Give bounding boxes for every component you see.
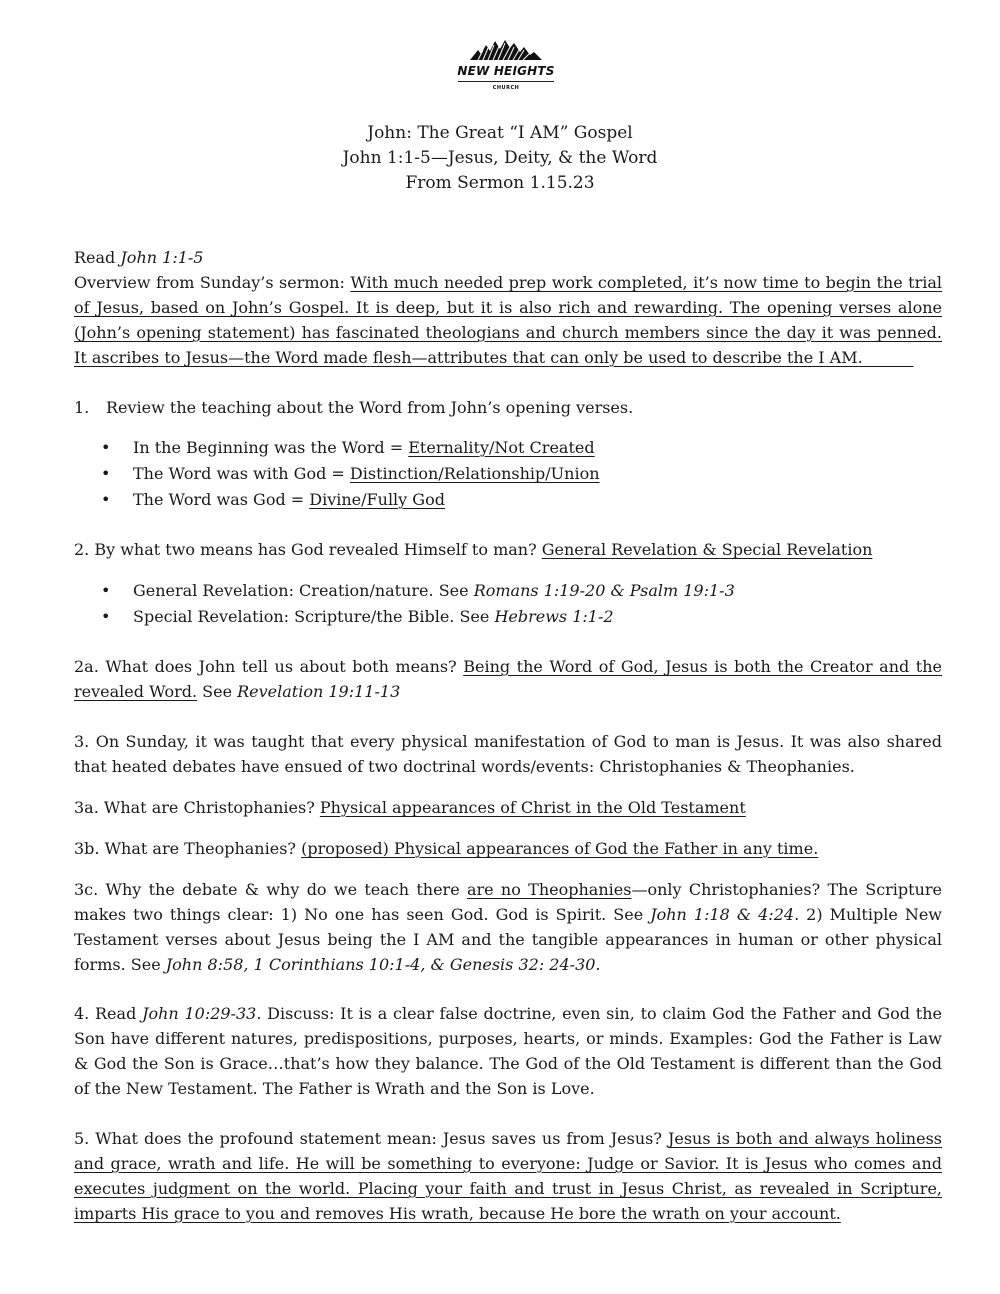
question-2-bullets bbox=[74, 578, 942, 630]
question-3b: 3b. What are Theophanies? (proposed) Physical appearances of God the Father in any time. bbox=[74, 839, 819, 858]
study-content bbox=[74, 245, 943, 1223]
question-4-reference: John 10:29-33 bbox=[142, 1004, 257, 1023]
question-5-answer: Jesus is both and always holiness and grace, wrath and life. He will be something to everyone: Judge or Savior. It is Jesus who comes and executes judgment on the world. Placing your faith and trust in Jesus Christ, as revealed in Scripture, imparts His grace to you and removes His wrath, because He bore the wrath on your account. bbox=[74, 1129, 943, 1223]
logo-name: NEW HEIGHTS bbox=[457, 64, 555, 78]
question-3a-answer: Physical appearances of Christ in the Old Testament bbox=[319, 798, 746, 817]
passage-title: John 1:1-5—Jesus, Deity, & the Word bbox=[342, 148, 658, 168]
list-item: • The Word was God = Divine/Fully God bbox=[101, 490, 445, 509]
overview-paragraph: Overview from Sunday’s sermon: With much needed prep work completed, it’s now time to begin the trial of Jesus, based on John’s Gospel. It is deep, but it is also rich and rewarding. The opening verses alone (John’s opening statement) has fascinated theologians and church members since the day it was penned. It ascribes to Jesus—the Word made flesh—attributes that can only be used to describe the I AM. bbox=[74, 273, 942, 367]
question-3a: 3a. What are Christophanies? Physical appearances of Christ in the Old Testament bbox=[74, 798, 746, 817]
question-1-text: Review the teaching about the Word from John’s opening verses. bbox=[106, 398, 634, 417]
question-1 bbox=[74, 395, 974, 420]
question-2: 2. By what two means has God revealed Himself to man? General Revelation & Special Revelation bbox=[74, 540, 873, 559]
question-2a: 2a. What does John tell us about both means? Being the Word of God, Jesus is both the Creator and the revealed Word. See Revelation 19:11-13 bbox=[74, 657, 943, 701]
logo-subtitle: CHURCH bbox=[492, 85, 520, 91]
question-1-bullets bbox=[74, 435, 942, 513]
mountain-logo-icon bbox=[450, 38, 562, 66]
question-2a-answer: Being the Word of God, Jesus is both the Creator and the revealed Word. bbox=[74, 657, 943, 701]
question-3c-answer: are no Theophanies bbox=[466, 880, 632, 899]
sermon-date: From Sermon 1.15.23 bbox=[405, 173, 595, 193]
overview-blank bbox=[863, 348, 914, 367]
list-item: • Special Revelation: Scripture/the Bible. See Hebrews 1:1-2 bbox=[101, 607, 614, 626]
question-3b-answer: (proposed) Physical appearances of God the Father in any time. bbox=[301, 839, 819, 858]
church-logo bbox=[450, 38, 562, 96]
list-item: • In the Beginning was the Word = Eternality/Not Created bbox=[101, 438, 595, 457]
logo-divider bbox=[458, 81, 554, 82]
question-5: 5. What does the profound statement mean: Jesus saves us from Jesus? Jesus is both and always holiness and grace, wrath and life. He will be something to everyone: Judge or Savior. It is Jesus who comes and executes judgment on the world. Placing your faith and trust in Jesus Christ, as revealed in Scripture, imparts His grace to you and removes His wrath, because He bore the wrath on your account. bbox=[74, 1129, 943, 1223]
question-3: 3. On Sunday, it was taught that every physical manifestation of God to man is Jesus. It was also shared that heated debates have ensued of two doctrinal words/events: Christophanies & Theophanies. bbox=[74, 732, 942, 776]
list-item: • The Word was with God = Distinction/Relationship/Union bbox=[101, 464, 600, 483]
list-item: • General Revelation: Creation/nature. See Romans 1:19-20 & Psalm 19:1-3 bbox=[101, 581, 735, 600]
question-3c: 3c. Why the debate & why do we teach there are no Theophanies—only Christophanies? The Scripture makes two things clear: 1) No one has seen God. God is Spirit. See John 1:18 & 4:24. 2) Multiple New Testament verses about Jesus being the I AM and the tangible appearances in human or other physical forms. See John 8:58, 1 Corinthians 10:1-4, & Genesis 32: 24-30. bbox=[74, 880, 943, 974]
overview-answer: With much needed prep work completed, it’s now time to begin the trial of Jesus, based on John’s Gospel. It is deep, but it is also rich and rewarding. The opening verses alone (John’s opening statement) has fascinated theologians and church members since the day it was penned. It ascribes to Jesus—the Word made flesh—attributes that can only be used to describe the I AM. bbox=[74, 273, 942, 367]
read-line: Read John 1:1-5 bbox=[74, 248, 204, 267]
document-title-block bbox=[0, 121, 1000, 196]
question-4: 4. Read John 10:29-33. Discuss: It is a clear false doctrine, even sin, to claim God the Father and God the Son have different natures, predispositions, purposes, hearts, or minds. Examples: God the Father is Law & God the Son is Grace…that’s how they balance. The God of the Old Testament is different than the God of the New Testament. The Father is Wrath and the Son is Love. bbox=[74, 1004, 943, 1098]
question-2-answer: General Revelation & Special Revelation bbox=[541, 540, 873, 559]
question-1-number: 1. bbox=[74, 398, 90, 417]
series-title: John: The Great “I AM” Gospel bbox=[367, 123, 633, 143]
read-reference: John 1:1-5 bbox=[120, 248, 204, 267]
